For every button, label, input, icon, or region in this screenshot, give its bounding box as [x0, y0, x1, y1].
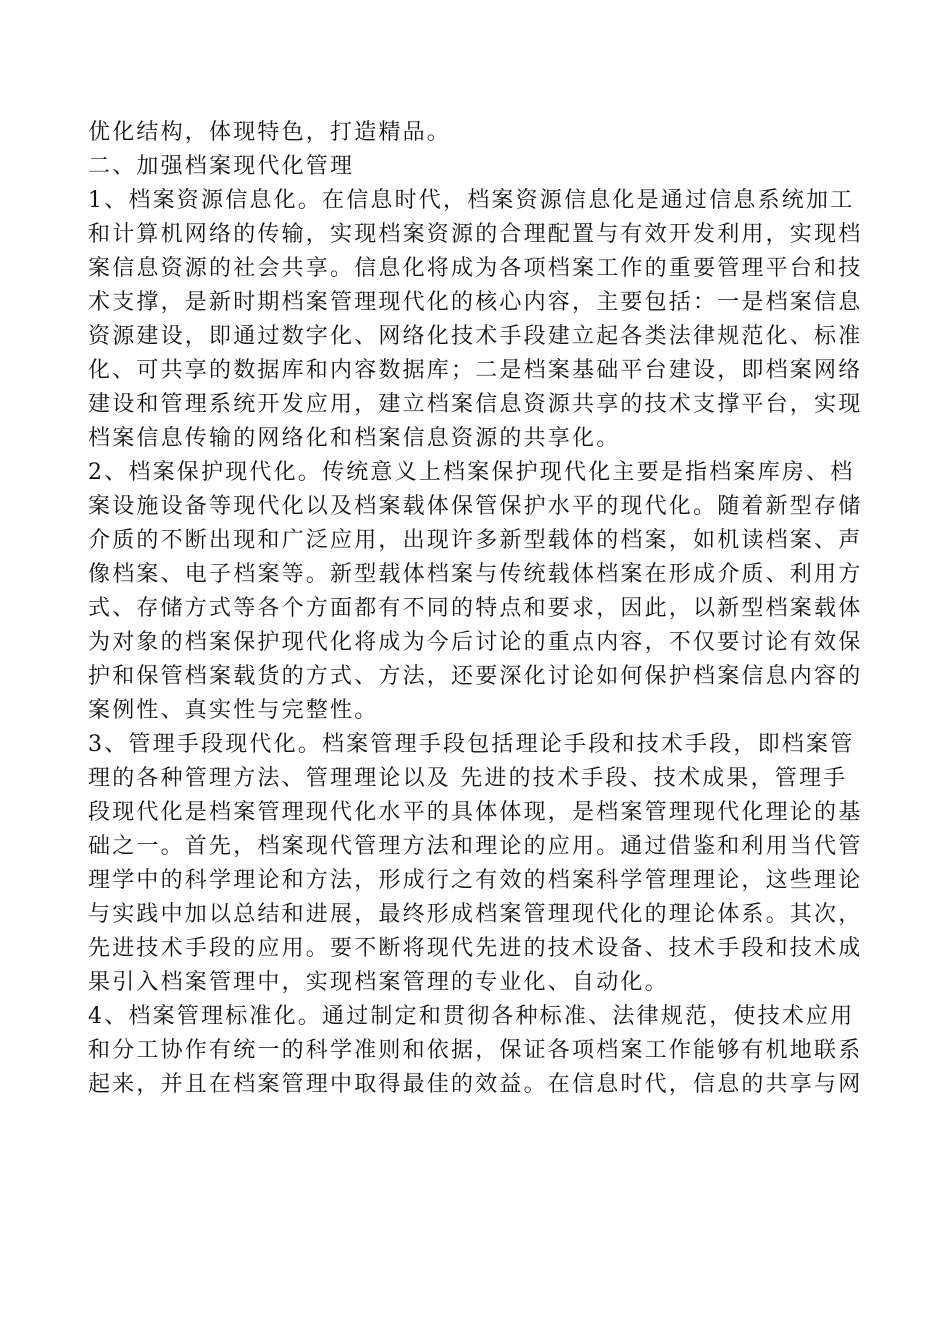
text-line: 案例性、真实性与完整性。 [88, 698, 379, 723]
text-line: 介质的不断出现和广泛应用，出现许多新型载体的档案，如机读档案、声 [88, 528, 863, 553]
text-line: 档案信息传输的网络化和档案信息资源的共享化。 [88, 426, 621, 451]
document-body [88, 116, 864, 1102]
text-line: 资源建设，即通过数字化、网络化技术手段建立起各类法律规范化、标准 [88, 324, 863, 349]
text-line: 4、档案管理标准化。通过制定和贯彻各种标准、法律规范，使技术应用 [88, 1004, 855, 1029]
text-line: 果引入档案管理中，实现档案管理的专业化、自动化。 [88, 970, 669, 995]
text-line: 先进技术手段的应用。要不断将现代先进的技术设备、技术手段和技术成 [88, 936, 863, 961]
text-line: 3、管理手段现代化。档案管理手段包括理论手段和技术手段，即档案管 [88, 732, 855, 757]
text-line: 础之一。首先，档案现代管理方法和理论的应用。通过借鉴和利用当代管 [88, 834, 863, 859]
text-line: 理学中的科学理论和方法，形成行之有效的档案科学管理理论，这些理论 [88, 868, 863, 893]
text-line: 理的各种管理方法、管理理论以及 先进的技术手段、技术成果，管理手 [88, 766, 848, 791]
text-line: 护和保管档案载货的方式、方法，还要深化讨论如何保护档案信息内容的 [88, 664, 863, 689]
text-line: 优化结构，体现特色，打造精品。 [88, 120, 452, 145]
text-line: 术支撑，是新时期档案管理现代化的核心内容，主要包括：一是档案信息 [88, 290, 863, 315]
text-line: 建设和管理系统开发应用，建立档案信息资源共享的技术支撑平台，实现 [88, 392, 863, 417]
text-line: 与实践中加以总结和进展，最终形成档案管理现代化的理论体系。其次， [88, 902, 863, 927]
text-line: 起来，并且在档案管理中取得最佳的效益。在信息时代，信息的共享与网 [88, 1072, 863, 1097]
text-line: 像档案、电子档案等。新型载体档案与传统载体档案在形成介质、利用方 [88, 562, 863, 587]
section-heading: 二、加强档案现代化管理 [88, 154, 355, 179]
text-line: 案设施设备等现代化以及档案载体保管保护水平的现代化。随着新型存储 [88, 494, 863, 519]
text-line: 2、档案保护现代化。传统意义上档案保护现代化主要是指档案库房、档 [88, 460, 855, 485]
text-line: 和计算机网络的传输，实现档案资源的合理配置与有效开发利用，实现档 [88, 222, 863, 247]
text-line: 1、档案资源信息化。在信息时代，档案资源信息化是通过信息系统加工 [88, 188, 855, 213]
text-line: 案信息资源的社会共享。信息化将成为各项档案工作的重要管理平台和技 [88, 256, 863, 281]
text-line: 式、存储方式等各个方面都有不同的特点和要求，因此，以新型档案载体 [88, 596, 863, 621]
text-line: 和分工协作有统一的科学准则和依据，保证各项档案工作能够有机地联系 [88, 1038, 863, 1063]
text-line: 为对象的档案保护现代化将成为今后讨论的重点内容，不仅要讨论有效保 [88, 630, 863, 655]
text-line: 段现代化是档案管理现代化水平的具体体现，是档案管理现代化理论的基 [88, 800, 863, 825]
text-line: 化、可共享的数据库和内容数据库；二是档案基础平台建设，即档案网络 [88, 358, 863, 383]
